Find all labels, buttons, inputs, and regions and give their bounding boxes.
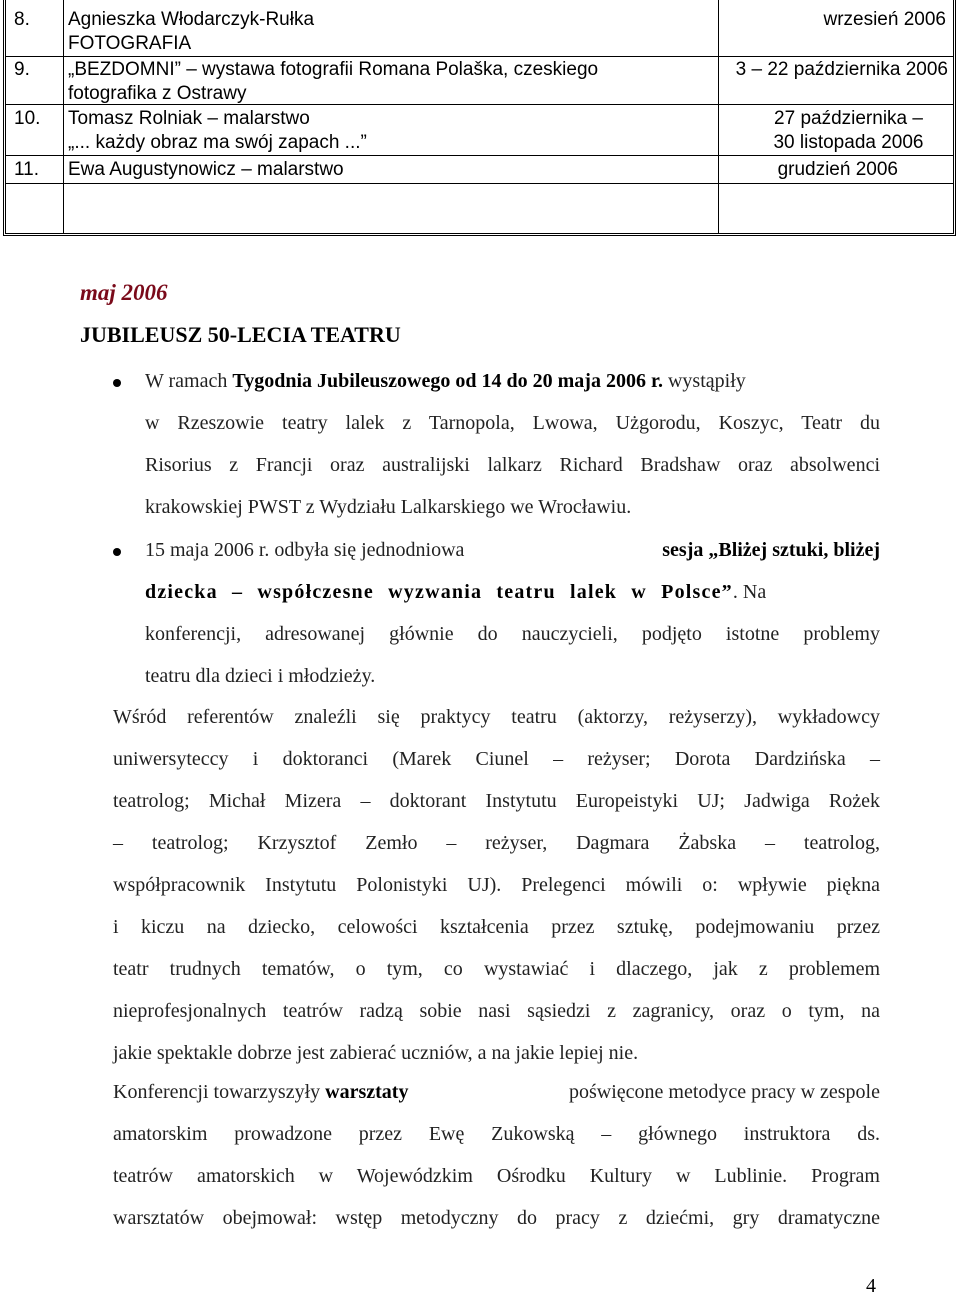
table-row-description: Ewa Augustynowicz – malarstwo bbox=[68, 159, 344, 180]
text-line: jakie spektakle dobrze jest zabierać uczniów, a na jakie lepiej nie. bbox=[113, 1042, 639, 1064]
text-line: i kiczu na dziecko, celowości kształcenia przez sztukę, podejmowaniu przez bbox=[113, 916, 880, 938]
text-line bbox=[145, 370, 880, 393]
text-span: . Na bbox=[732, 581, 767, 603]
table-row-date: wrzesień 2006 bbox=[823, 9, 946, 30]
section-date: maj 2006 bbox=[80, 280, 168, 305]
table-row-date: grudzień 2006 bbox=[777, 159, 898, 180]
page-number: 4 bbox=[866, 1275, 876, 1297]
table-row-date: 3 – 22 października 2006 bbox=[735, 59, 948, 80]
text-span: wystąpiły bbox=[662, 370, 746, 392]
text-line: nieprofesjonalnych teatrów radzą sobie nasi sąsiedzi z zagranicy, oraz o tym, na bbox=[113, 1000, 880, 1022]
table-row-date: 27 października – bbox=[774, 108, 923, 129]
table-row-number: 9. bbox=[14, 59, 30, 80]
text-span bbox=[113, 1081, 408, 1104]
bullet-icon bbox=[113, 548, 121, 556]
bold-span: dziecka – współczesne wyzwania teatru lalek w Polsce” bbox=[145, 581, 733, 603]
text-span: W ramach bbox=[145, 370, 233, 392]
text-line: amatorskim prowadzone przez Ewę Zukowską – głównego instruktora ds. bbox=[113, 1123, 880, 1145]
text-line bbox=[145, 581, 880, 604]
text-span: Konferencji towarzyszyły bbox=[113, 1081, 326, 1103]
table-row-description: „... każdy obraz ma swój zapach ...” bbox=[68, 132, 367, 153]
text-line: – teatrolog; Krzysztof Zemło – reżyser, Dagmara Żabska – teatrolog, bbox=[113, 832, 880, 854]
bold-span: sesja „Bliżej sztuki, bliżej bbox=[662, 539, 880, 561]
text-line bbox=[113, 1081, 880, 1104]
text-line: teatr trudnych tematów, o tym, co wystawiać i dlaczego, jak z problemem bbox=[113, 958, 880, 980]
table-divider bbox=[6, 183, 953, 184]
text-line: teatru dla dzieci i młodzieży. bbox=[145, 665, 376, 687]
table-row-description: „BEZDOMNI” – wystawa fotografii Romana Polaška, czeskiego bbox=[68, 59, 599, 80]
text-line: teatrów amatorskich w Wojewódzkim Ośrodku Kultury w Lublinie. Program bbox=[113, 1165, 880, 1187]
section-title: JUBILEUSZ 50-LECIA TEATRU bbox=[80, 322, 401, 347]
table-divider bbox=[63, 0, 64, 233]
text-span: 15 maja 2006 r. odbyła się jednodniowa bbox=[145, 539, 465, 561]
table-row-number: 10. bbox=[14, 108, 41, 129]
table-row-description: fotografika z Ostrawy bbox=[68, 83, 247, 104]
text-line: konferencji, adresowanej głównie do nauczycieli, podjęto istotne problemy bbox=[145, 623, 880, 645]
table-row-number: 11. bbox=[14, 159, 40, 180]
table-divider bbox=[6, 56, 953, 57]
table-row-number: 8. bbox=[14, 9, 30, 30]
text-span: poświęcone metodyce pracy w zespole bbox=[569, 1081, 880, 1103]
table-row-description: FOTOGRAFIA bbox=[68, 33, 192, 54]
text-line: uniwersyteccy i doktoranci (Marek Ciunel – reżyser; Dorota Dardzińska – bbox=[113, 748, 880, 770]
table-row-description: Agnieszka Włodarczyk-Rułka bbox=[68, 9, 315, 30]
table-divider bbox=[6, 155, 953, 156]
bold-span: warsztaty bbox=[325, 1081, 409, 1103]
text-line: krakowskiej PWST z Wydziału Lalkarskiego we Wrocławiu. bbox=[145, 496, 632, 518]
text-line: Risorius z Francji oraz australijski lalkarz Richard Bradshaw oraz absolwenci bbox=[145, 454, 880, 476]
text-line: współpracownik Instytutu Polonistyki UJ). Prelegenci mówili o: wpływie piękna bbox=[113, 874, 880, 896]
table-row-date: 30 listopada 2006 bbox=[773, 132, 924, 153]
bullet-icon bbox=[113, 379, 121, 387]
text-line: teatrolog; Michał Mizera – doktorant Instytutu Europeistyki UJ; Jadwiga Rożek bbox=[113, 790, 880, 812]
text-line bbox=[145, 539, 880, 562]
bold-span: Tygodnia Jubileuszowego od 14 do 20 maja 2006 r. bbox=[232, 370, 663, 392]
table-row-description: Tomasz Rolniak – malarstwo bbox=[68, 108, 310, 129]
text-line: Wśród referentów znaleźli się praktycy teatru (aktorzy, reżyserzy), wykładowcy bbox=[113, 706, 880, 728]
text-line: warsztatów obejmował: wstęp metodyczny do pracy z dziećmi, gry dramatyczne bbox=[113, 1207, 880, 1229]
text-line: w Rzeszowie teatry lalek z Tarnopola, Lwowa, Użgorodu, Koszyc, Teatr du bbox=[145, 412, 880, 434]
